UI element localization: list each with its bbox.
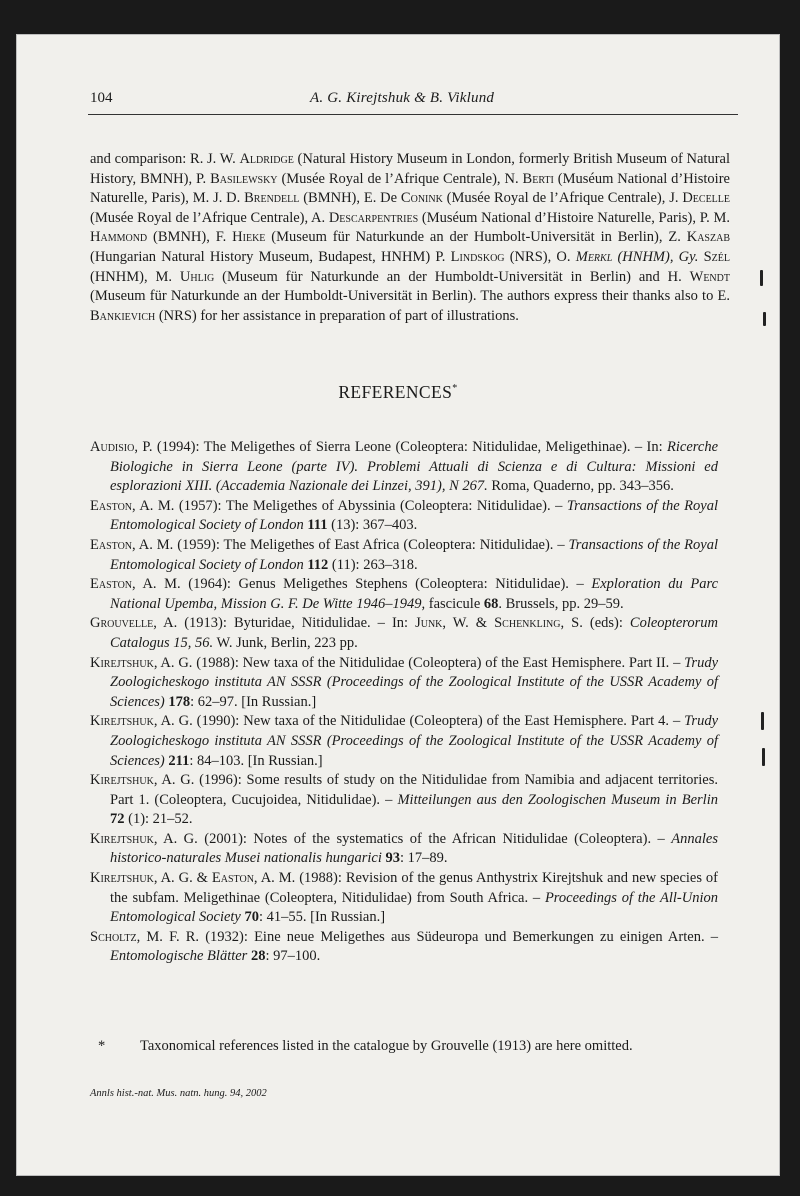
- volume-number: 93: [385, 850, 400, 867]
- reference-entry: [90, 536, 718, 575]
- author-name: Brendell: [244, 190, 300, 207]
- volume-number: 68: [483, 595, 499, 612]
- author-name: Kirejtshuk: [90, 713, 154, 730]
- text-run: (BMNH), E. De: [299, 190, 401, 207]
- author-name: Conink: [400, 190, 443, 207]
- reference-entry: [90, 497, 718, 536]
- author-name: Easton: [90, 536, 133, 553]
- journal-title: Ricerche Biologiche in Sierra Leone (parte IV). Problemi Attuali di Scienza e di Cultura: Missioni ed esplorazioni XIII. (Accademia Nazionale dei Linzei, 391), N 267.: [110, 439, 718, 495]
- text-run: (NRS), O.: [504, 248, 576, 265]
- author-name: Basilewsky: [210, 170, 278, 187]
- text-run: : 17–89.: [400, 850, 448, 867]
- reference-entry: [90, 771, 718, 830]
- text-run: , A. G. &: [153, 870, 212, 887]
- reference-entry: [90, 928, 718, 967]
- references-heading-footnote-mark: *: [452, 383, 458, 395]
- running-title: A. G. Kirejtshuk & B. Viklund: [310, 90, 495, 106]
- volume-number: 70: [244, 909, 259, 926]
- reference-entry: [90, 575, 718, 614]
- volume-number: 178: [168, 693, 191, 710]
- reference-entry: [90, 712, 718, 771]
- author-name: Easton: [90, 497, 133, 514]
- reference-entry: [90, 614, 718, 653]
- text-run: (Muséum National d’Histoire Naturelle, Paris), P. M.: [418, 209, 730, 226]
- journal-title: Entomologische Blätter: [110, 948, 248, 965]
- text-run: (11): 263–318.: [328, 556, 418, 573]
- text-run: (13): 367–403.: [327, 517, 418, 534]
- journal-title: Exploration du Parc National Upemba, Mission G. F. De Witte 1946–1949,: [110, 576, 719, 612]
- text-run: , A. (1913): Byturidae, Nitidulidae. – In:: [153, 615, 416, 632]
- journal-title: Transactions of the Royal Entomological Society of London: [110, 536, 718, 573]
- author-name: Hammond: [90, 229, 148, 246]
- text-run: fascicule: [425, 595, 484, 612]
- author-name: Schenkling: [494, 615, 561, 632]
- author-name: Decelle: [682, 190, 731, 207]
- volume-number: 211: [168, 752, 190, 769]
- text-run: : 97–100.: [265, 948, 321, 965]
- text-run: : 84–103. [In Russian.]: [189, 752, 323, 769]
- author-name: Descarpentries: [328, 209, 419, 226]
- volume-number: 111: [307, 517, 328, 534]
- text-run: (BMNH), F.: [147, 229, 233, 246]
- reference-entry: [90, 830, 718, 869]
- text-run: (Muséum National d’Histoire Naturelle, Paris), M. J. D.: [90, 170, 730, 207]
- margin-mark: [763, 312, 766, 326]
- journal-title: Trudy Zoologicheskogo instituta AN SSSR (Proceedings of the Zoological Institute of the USSR Academy of Sciences): [110, 713, 718, 769]
- text-run: , A. G. (2001): Notes of the systematics of the African Nitidulidae (Coleoptera). –: [153, 830, 672, 847]
- journal-page: [16, 34, 780, 1176]
- text-run: . Brussels, pp. 29–59.: [498, 595, 624, 612]
- journal-footer: Annls hist.-nat. Mus. natn. hung. 94, 2002: [90, 1088, 267, 1099]
- reference-entry: [90, 654, 718, 713]
- author-name: Scholtz: [90, 928, 137, 945]
- text-run: , P. (1994): The Meligethes of Sierra Leone (Coleoptera: Nitidulidae, Meligethinae). – In:: [134, 439, 668, 455]
- text-run: (Hungarian Natural History Museum, Budapest, HNHM) P.: [90, 248, 451, 265]
- author-name: Junk: [415, 615, 443, 632]
- volume-number: 112: [307, 556, 329, 573]
- author-name: Kaszab: [686, 229, 730, 246]
- acknowledgements-paragraph: [90, 150, 730, 326]
- author-name: Kirejtshuk: [90, 830, 154, 847]
- text-run: : 41–55. [In Russian.]: [259, 909, 386, 926]
- text-run: (Musée Royal de l’Afrique Centrale), N.: [277, 170, 523, 187]
- author-name: Grouvelle: [90, 615, 154, 632]
- author-name: Easton: [211, 870, 254, 887]
- text-run: and comparison: R. J. W.: [90, 151, 240, 167]
- text-run: (Museum für Naturkunde an der Humboldt-Universität in Berlin) and H.: [214, 268, 690, 285]
- volume-number: 72: [110, 811, 125, 828]
- text-run: , M. F. R. (1932): Eine neue Meligethes aus Südeuropa und Bemerkungen zu einigen Arten. –: [136, 928, 718, 945]
- text-run: (Natural History Museum in London, formerly British Museum of Natural History, BMNH), P.: [90, 151, 730, 187]
- text-run: W. Junk, Berlin, 223 pp.: [213, 634, 358, 651]
- page-number: 104: [90, 90, 113, 106]
- text-run: , W. &: [442, 615, 495, 632]
- author-name: Bankievich: [90, 307, 156, 324]
- text-run: (Musée Royal de l’Afrique Centrale), J.: [442, 190, 683, 207]
- text-run: (Museum für Naturkunde an der Humbolt-Universität in Berlin), Z.: [265, 229, 687, 246]
- text-run: Roma, Quaderno, pp. 343–356.: [487, 478, 674, 495]
- author-name: Easton: [90, 576, 133, 593]
- journal-title: Proceedings of the All-Union Entomological Society: [110, 889, 719, 926]
- journal-title: Transactions of the Royal Entomological Society of London: [110, 497, 718, 534]
- author-name: Kirejtshuk: [90, 654, 154, 671]
- journal-title: Coleopterorum Catalogus 15, 56.: [110, 615, 718, 651]
- text-run: : 62–97. [In Russian.]: [190, 693, 317, 710]
- author-name: Berti: [522, 170, 554, 187]
- header-rule: [88, 114, 738, 115]
- reference-entry: [90, 869, 718, 928]
- author-name: Uhlig: [179, 268, 215, 285]
- footnote-text: Taxonomical references listed in the catalogue by Grouvelle (1913) are here omitted.: [140, 1038, 633, 1054]
- journal-title: Annales historico-naturales Musei nationalis hungarici: [110, 830, 718, 867]
- author-name: Audisio: [90, 439, 135, 455]
- references-heading-text: REFERENCES: [338, 382, 453, 402]
- text-run: (Museum für Naturkunde an der Humboldt-Universität in Berlin). The authors express their thanks also to E.: [90, 288, 730, 305]
- text-run: (HNHM), M.: [90, 268, 180, 285]
- text-run: , A. G. (1990): New taxa of the Nitidulidae (Coleoptera) of the East Hemisphere. Part 4. –: [153, 713, 685, 730]
- author-name: Aldridge: [239, 151, 294, 167]
- text-run: , A. M. (1957): The Meligethes of Abyssinia (Coleoptera: Nitidulidae). –: [132, 497, 567, 514]
- text-run: (NRS) for her assistance in preparation of part of illustrations.: [155, 307, 519, 324]
- margin-mark: [761, 712, 764, 730]
- author-name: Wendt: [689, 268, 730, 285]
- reference-entry: [90, 438, 718, 497]
- text-run: , A. G. (1996): Some results of study on the Nitidulidae from Namibia and adjacent territories. Part 1. (Coleoptera, Cucujoidea, Nitidulidae). –: [110, 772, 718, 808]
- text-run: , A. G. (1988): New taxa of the Nitidulidae (Coleoptera) of the East Hemisphere. Part II. –: [153, 654, 685, 671]
- references-list: [90, 438, 718, 967]
- journal-title: Mitteilungen aus den Zoologischen Museum in Berlin: [397, 791, 718, 808]
- author-name: Kirejtshuk: [90, 870, 154, 887]
- margin-mark: [762, 748, 765, 766]
- margin-mark: [760, 270, 763, 286]
- author-name: Hieke: [232, 229, 266, 246]
- journal-title: Trudy Zoologicheskogo instituta AN SSSR (Proceedings of the Zoological Institute of the USSR Academy of Sciences): [110, 654, 718, 710]
- text-run: (Musée Royal de l’Afrique Centrale), A.: [90, 209, 329, 226]
- volume-number: 28: [250, 948, 266, 965]
- references-heading: [16, 382, 780, 403]
- author-name: Merkl: [575, 248, 613, 265]
- footnote-mark: *: [98, 1038, 106, 1054]
- text-run: , A. M. (1964): Genus Meligethes Stephens (Coleoptera: Nitidulidae). –: [132, 576, 592, 593]
- author-name: Szél: [703, 248, 730, 265]
- text-run: , A. M. (1959): The Meligethes of East Africa (Coleoptera: Nitidulidae). –: [132, 536, 569, 553]
- text-run: , S. (eds):: [560, 615, 630, 632]
- journal-title: (HNHM), Gy.: [612, 248, 704, 265]
- text-run: , A. M. (1988): Revision of the genus Anthystrix Kirejtshuk and new species of the subfam. Meligethinae (Coleoptera, Nitidulidae) from South Africa. –: [110, 870, 719, 906]
- author-name: Kirejtshuk: [90, 772, 154, 789]
- author-name: Lindskog: [450, 248, 505, 265]
- text-run: (1): 21–52.: [124, 811, 193, 828]
